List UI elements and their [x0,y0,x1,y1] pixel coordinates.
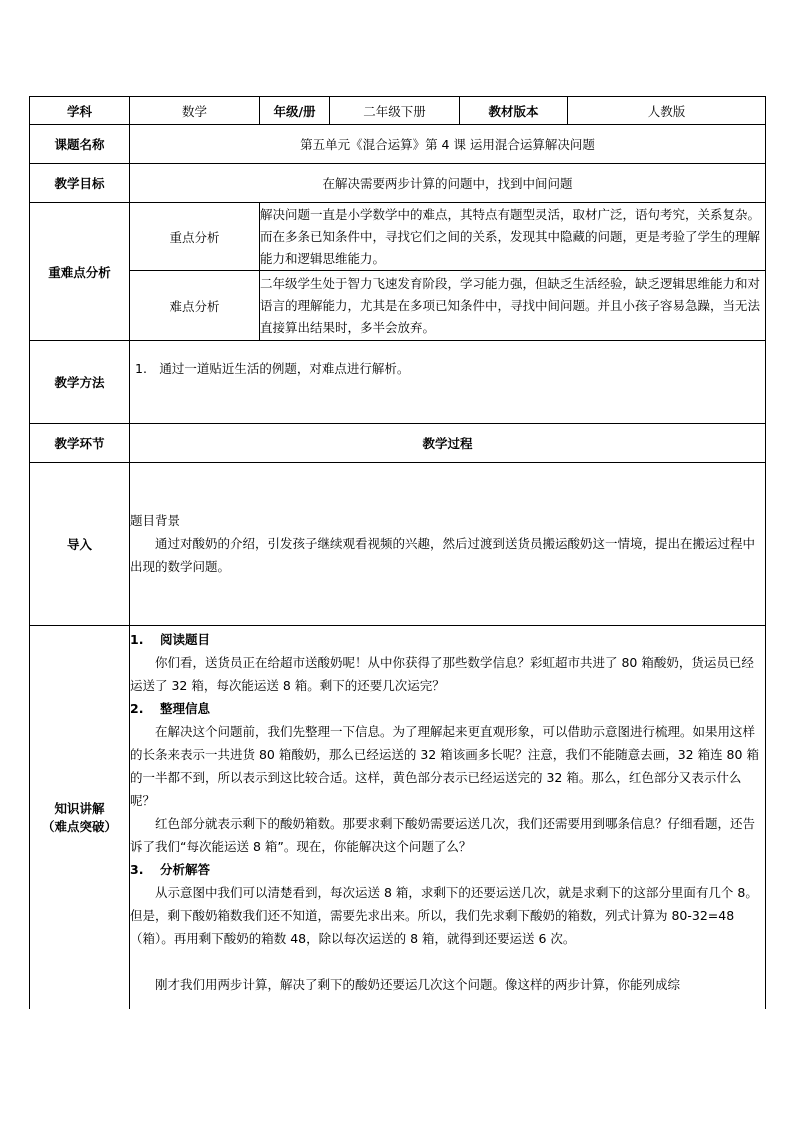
goal-value: 在解决需要两步计算的问题中，找到中间问题 [130,164,766,203]
knowledge-label-line1: 知识讲解 [54,801,105,817]
process-stage-label: 教学环节 [30,424,130,463]
section-number: 3. [130,862,144,877]
lesson-name-value: 第五单元《混合运算》第 4 课 运用混合运算解决问题 [130,125,766,164]
grade-value: 二年级下册 [330,97,460,125]
organize-text-1: 在解决这个问题前，我们先整理一下信息。为了理解起来更直观形象，可以借助示意图进行梳理。如果用这样的长条来表示一共进货 80 箱酸奶，那么已经运送的 32 箱该画多长呢？注意，我们不能随意去画，32 箱连 80 箱的一半都不到，所以表示到这比较合适。这样，黄色部分表示已经运送完的 32 箱。那么，红色部分又表示什么呢？ [130,724,759,808]
subject-value: 数学 [130,97,260,125]
section-organize [130,697,765,720]
section-title: 分析解答 [160,862,211,877]
goal-label: 教学目标 [30,164,130,203]
section-title: 阅读题目 [160,632,211,647]
hard-point-text: 二年级学生处于智力飞速发育阶段，学习能力强，但缺乏生活经验，缺乏逻辑思维能力和对语言的理解能力，尤其是在多项已知条件中，寻找中间问题。并且小孩子容易急躁，当无法直接算出结果时，多半会放弃。 [260,271,766,341]
grade-label: 年级/册 [260,97,330,125]
edition-label: 教材版本 [460,97,568,125]
lesson-plan-table [29,96,766,1009]
knowledge-content [130,626,766,1009]
method-text: 1. 通过一道贴近生活的例题，对难点进行解析。 [130,341,766,424]
reading-text: 你们看，送货员正在给超市送酸奶呢！从中你获得了那些数学信息？彩虹超市共进了 80 箱酸奶，货运员已经运送了 32 箱，每次能运送 8 箱。剩下的还要几次运完？ [130,655,754,693]
solve-text-1: 从示意图中我们可以清楚看到，每次运送 8 箱，求剩下的还要运送几次，就是求剩下的这部分里面有几个 8。但是，剩下酸奶箱数我们还不知道，需要先求出来。所以，我们先求剩下酸奶的箱数，列式计算为 80-32=48（箱）。再用剩下酸奶的箱数 48，除以每次运送的 8 箱，就得到还要运送 6 次。 [130,885,758,946]
method-label: 教学方法 [30,341,130,424]
solve-text-2: 刚才我们用两步计算，解决了剩下的酸奶还要运几次这个问题。像这样的两步计算，你能列成综 [155,977,681,992]
intro-content [130,463,766,626]
knowledge-label-line2: （难点突破） [41,819,117,835]
edition-value: 人教版 [568,97,766,125]
difficulty-label: 重难点分析 [30,203,130,341]
knowledge-label [30,626,130,1009]
section-number: 2. [130,701,144,716]
key-point-label: 重点分析 [130,203,260,271]
lesson-name-label: 课题名称 [30,125,130,164]
intro-text: 通过对酸奶的介绍，引发孩子继续观看视频的兴趣，然后过渡到送货员搬运酸奶这一情境，提出在搬运过程中出现的数学问题。 [130,536,756,574]
section-reading [130,628,765,651]
subject-label: 学科 [30,97,130,125]
intro-title: 题目背景 [130,513,181,528]
key-point-text: 解决问题一直是小学数学中的难点，其特点有题型灵活，取材广泛，语句考究，关系复杂。而在多条已知条件中，寻找它们之间的关系，发现其中隐藏的问题，更是考验了学生的理解能力和逻辑思维能力。 [260,203,766,271]
hard-point-label: 难点分析 [130,271,260,341]
process-header: 教学过程 [130,424,766,463]
intro-label: 导入 [30,463,130,626]
section-solve [130,858,765,881]
section-number: 1. [130,632,144,647]
organize-text-2: 红色部分就表示剩下的酸奶箱数。那要求剩下酸奶需要运送几次，我们还需要用到哪条信息？仔细看题，还告诉了我们“每次能运送 8 箱”。现在，你能解决这个问题了么？ [130,816,756,854]
section-title: 整理信息 [160,701,211,716]
